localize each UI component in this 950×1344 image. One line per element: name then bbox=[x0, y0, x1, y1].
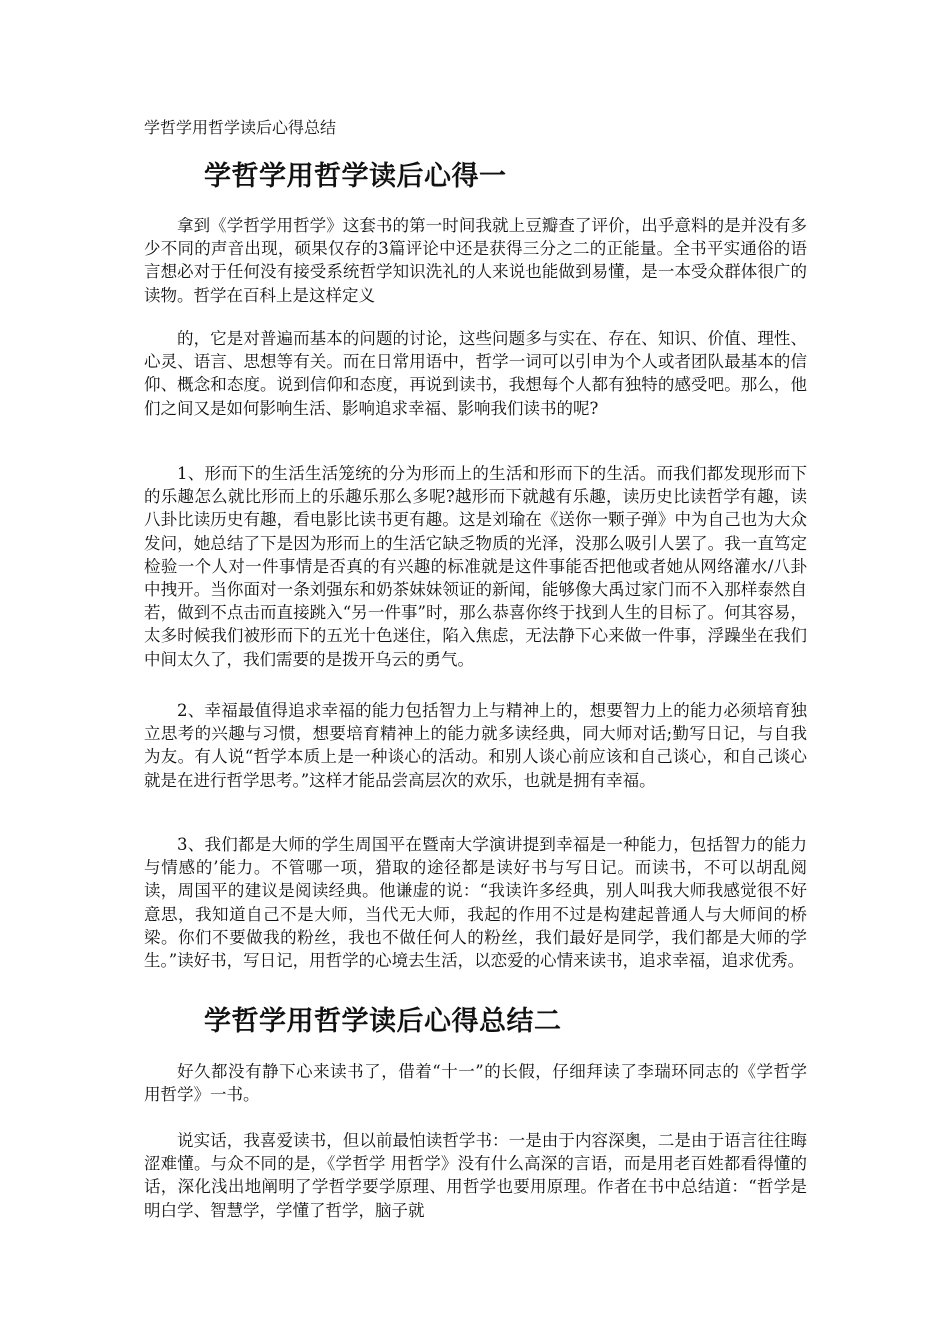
paragraph: 说实话，我喜爱读书，但以前最怕读哲学书：一是由于内容深奥，二是由于语言往往晦涩难懂。与众不同的是，《学哲学 用哲学》没有什么高深的言语，而是用老百姓都看得懂的话，深化浅出地阐明了学哲学要学原理、用哲学也要用原理。作者在书中总结道：“哲学是明白学、智慧学，学懂了哲学，脑子就 bbox=[144, 1131, 807, 1220]
section-heading-1: 学哲学用哲学读后心得一 bbox=[204, 161, 507, 192]
paragraph: 的，它是对普遍而基本的问题的讨论，这些问题多与实在、存在、知识、价值、理性、心灵、语言、思想等有关。而在日常用语中，哲学一词可以引申为个人或者团队最基本的信仰、概念和态度。说到信仰和态度，再说到读书，我想每个人都有独特的感受吧。那么，他们之间又是如何影响生活、影响追求幸福、影响我们读书的呢? bbox=[144, 329, 807, 418]
paragraph: 拿到《学哲学用哲学》这套书的第一时间我就上豆瓣查了评价，出乎意料的是并没有多少不同的声音出现，硕果仅存的3篇评论中还是获得三分之二的正能量。全书平实通俗的语言想必对于任何没有接受系统哲学知识洗礼的人来说也能做到易懂，是一本受众群体很广的读物。哲学在百科上是这样定义 bbox=[144, 216, 807, 305]
paragraph: 好久都没有静下心来读书了，借着“十一”的长假，仔细拜读了李瑞环同志的《学哲学 用哲学》一书。 bbox=[144, 1062, 807, 1105]
paragraph: 2、幸福最值得追求幸福的能力包括智力上与精神上的，想要智力上的能力必须培育独立思考的兴趣与习惯，想要培育精神上的能力就多读经典，同大师对话;勤写日记，与自我为友。有人说“哲学本质上是一种谈心的活动。和别人谈心前应该和自己谈心，和自己谈心就是在进行哲学思考。”这样才能品尝高层次的欢乐，也就是拥有幸福。 bbox=[144, 701, 807, 790]
document-title: 学哲学用哲学读后心得总结 bbox=[144, 118, 337, 137]
paragraph: 3、我们都是大师的学生周国平在暨南大学演讲提到幸福是一种能力，包括智力的能力与情感的’能力。不管哪一项，猎取的途径都是读好书与写日记。而读书，不可以胡乱阅读，周国平的建议是阅读经典。他谦虚的说：“我读许多经典，别人叫我大师我感觉很不好意思，我知道自己不是大师，当代无大师，我起的作用不过是构建起普通人与大师间的桥梁。你们不要做我的粉丝，我也不做任何人的粉丝，我们最好是同学，我们都是大师的学生。”读好书，写日记，用哲学的心境去生活，以恋爱的心情来读书，追求幸福，追求优秀。 bbox=[144, 835, 807, 971]
paragraph: 1、形而下的生活生活笼统的分为形而上的生活和形而下的生活。而我们都发现形而下的乐趣怎么就比形而上的乐趣乐那么多呢?越形而下就越有乐趣，读历史比读哲学有趣，读八卦比读历史有趣，看电影比读书更有趣。这是刘瑜在《送你一颗子弹》中为自己也为大众发问，她总结了下是因为形而上的生活它缺乏物质的光泽，没那么吸引人罢了。我一直笃定检验一个人对一件事情是否真的有兴趣的标准就是这件事能否把他或者她从网络灌水/八卦中拽开。当你面对一条刘强东和奶茶妹妹领证的新闻，能够像大禹过家门而不入那样泰然自若，做到不点击而直接跳入“另一件事”时，那么恭喜你终于找到人生的目标了。何其容易，太多时候我们被形而下的五光十色迷住，陷入焦虑，无法静下心来做一件事，浮躁坐在我们中间太久了，我们需要的是拨开乌云的勇气。 bbox=[144, 464, 807, 669]
section-heading-2: 学哲学用哲学读后心得总结二 bbox=[204, 1006, 562, 1037]
